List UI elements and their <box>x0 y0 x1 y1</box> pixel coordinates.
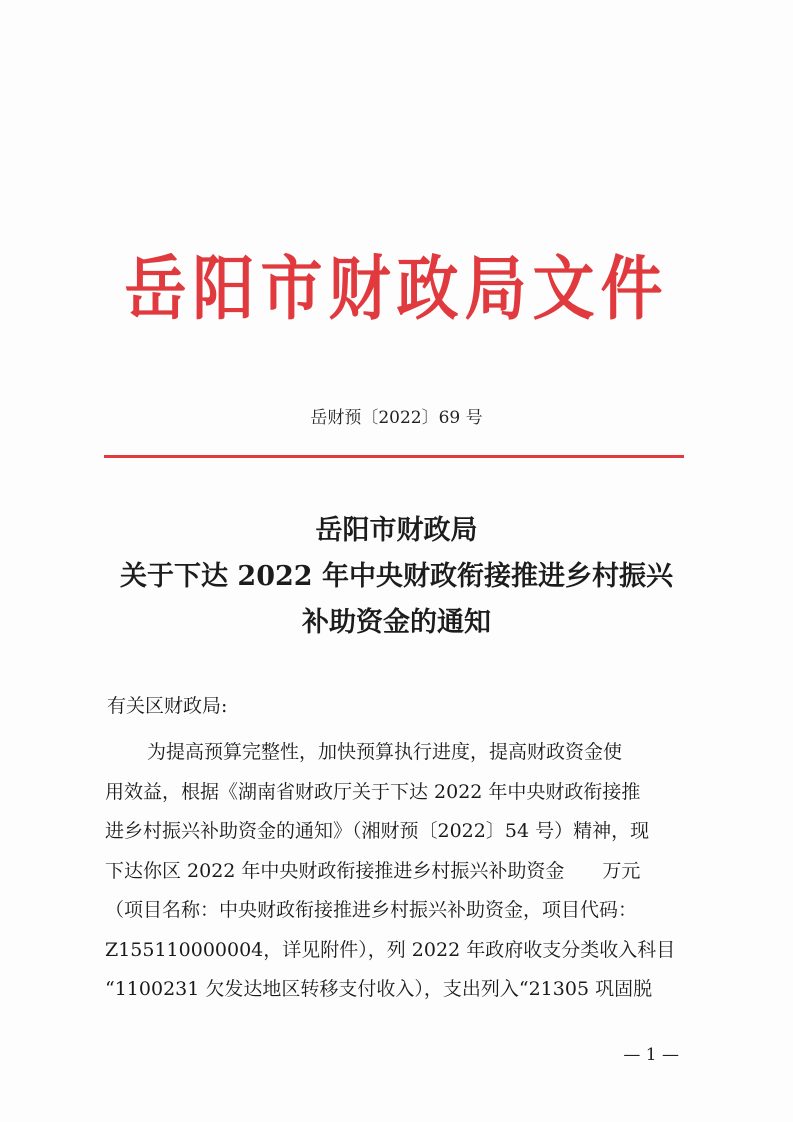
addressee: 有关区财政局: <box>107 695 228 717</box>
notice-title <box>0 508 793 646</box>
notice-title-line-1: 岳阳市财政局 <box>315 515 478 546</box>
body-text <box>105 733 687 1010</box>
body-line: “1100231 欠发达地区转移支付收入），支出列入“21305 巩固脱 <box>105 978 653 1000</box>
page-number: — 1 — <box>623 1045 679 1065</box>
body-line: Z155110000004，详见附件），列 2022 年政府收支分类收入科目 <box>105 938 676 961</box>
body-line: 下达你区 2022 年中央财政衔接推进乡村振兴补助资金 万元 <box>105 859 641 882</box>
notice-title-line-2: 关于下达 2022 年中央财政衔接推进乡村振兴 <box>120 561 673 592</box>
notice-title-line-3: 补助资金的通知 <box>302 607 491 638</box>
agency-header-title: 岳阳市财政局文件 <box>124 247 669 330</box>
body-line: （项目名称：中央财政衔接推进乡村振兴补助资金，项目代码： <box>105 899 638 921</box>
body-line: 为提高预算完整性，加快预算执行进度，提高财政资金使 <box>147 741 623 763</box>
red-divider-rule <box>104 455 684 458</box>
body-line: 进乡村振兴补助资金的通知》（湘财预〔2022〕54 号）精神，现 <box>105 820 650 842</box>
document-number: 岳财预〔2022〕69 号 <box>310 408 483 428</box>
body-line: 用效益，根据《湖南省财政厅关于下达 2022 年中央财政衔接推 <box>105 780 641 803</box>
